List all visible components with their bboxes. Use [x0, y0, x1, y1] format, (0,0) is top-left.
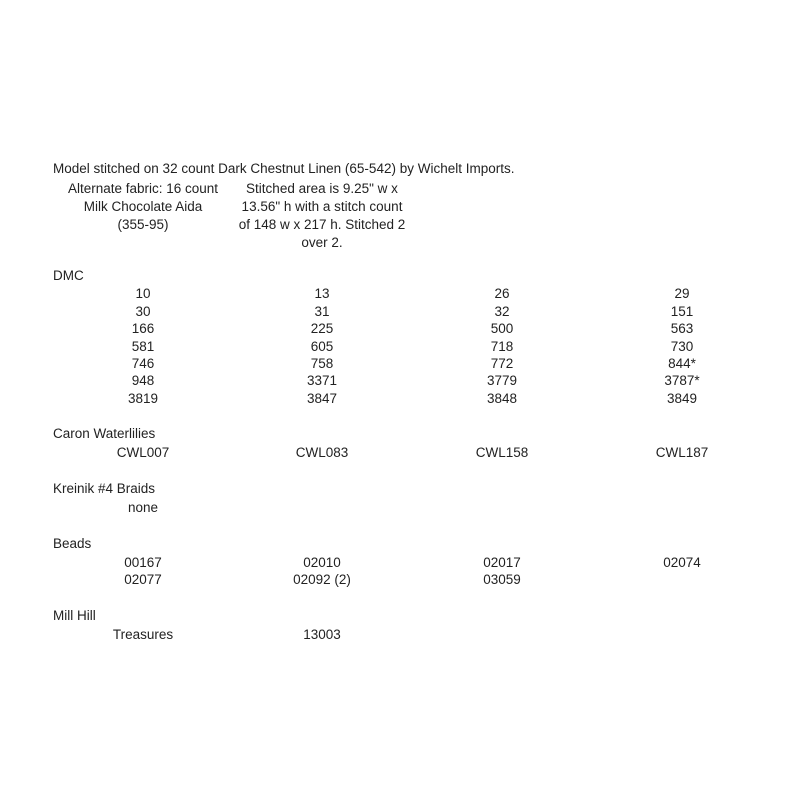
dmc-cell: 3847	[306, 391, 338, 406]
caron-cell: CWL083	[295, 445, 349, 460]
dmc-cell: 30	[135, 304, 151, 319]
dmc-cell: 844*	[668, 356, 696, 371]
table-row	[0, 321, 800, 339]
dmc-cell: 730	[670, 339, 694, 354]
table-row	[0, 304, 800, 322]
caron-cell: CWL007	[116, 445, 170, 460]
dmc-cell: 29	[674, 286, 690, 301]
dmc-cell: 3849	[666, 391, 698, 406]
dmc-cell: 31	[314, 304, 330, 319]
dmc-cell: 151	[670, 304, 694, 319]
dmc-cell: 581	[131, 339, 155, 354]
stitch-info-line: 13.56" h with a stitch count	[241, 199, 403, 214]
beads-cell: 03059	[483, 572, 521, 587]
dmc-cell: 26	[494, 286, 510, 301]
dmc-heading: DMC	[53, 268, 84, 283]
mill-hill-heading: Mill Hill	[53, 608, 96, 623]
table-row	[0, 391, 800, 409]
beads-cell: 02074	[663, 555, 701, 570]
stitch-info-line: over 2.	[301, 235, 343, 250]
table-row	[0, 356, 800, 374]
dmc-cell: 13	[314, 286, 330, 301]
beads-cell: 02010	[303, 555, 341, 570]
table-row	[0, 500, 800, 518]
alternate-fabric-line: Alternate fabric: 16 count	[67, 181, 219, 196]
kreinik-cell: none	[127, 500, 159, 515]
beads-cell: 02077	[124, 572, 162, 587]
dmc-cell: 746	[131, 356, 155, 371]
dmc-cell: 3787*	[664, 373, 700, 388]
table-row	[0, 555, 800, 573]
table-row	[0, 627, 800, 645]
dmc-cell: 32	[494, 304, 510, 319]
dmc-cell: 10	[135, 286, 151, 301]
dmc-cell: 166	[131, 321, 155, 336]
dmc-cell: 3819	[127, 391, 159, 406]
mill-hill-cell: 13003	[303, 627, 341, 642]
mill-hill-cell: Treasures	[112, 627, 174, 642]
dmc-cell: 225	[310, 321, 334, 336]
caron-cell: CWL158	[475, 445, 529, 460]
table-row	[0, 572, 800, 590]
dmc-cell: 772	[490, 356, 514, 371]
stitch-info-note	[239, 180, 406, 252]
dmc-cell: 948	[131, 373, 155, 388]
alternate-fabric-line: (355-95)	[117, 217, 169, 232]
table-row	[0, 339, 800, 357]
kreinik-heading: Kreinik #4 Braids	[53, 481, 156, 496]
intro-text: Model stitched on 32 count Dark Chestnut Linen (65-542) by Wichelt Imports.	[53, 161, 515, 176]
table-row	[0, 373, 800, 391]
alternate-fabric-line: Milk Chocolate Aida	[83, 199, 203, 214]
beads-cell: 02017	[483, 555, 521, 570]
table-row	[0, 286, 800, 304]
stitch-info-line: Stitched area is 9.25" w x	[246, 181, 398, 196]
dmc-cell: 605	[310, 339, 334, 354]
dmc-cell: 3371	[306, 373, 338, 388]
beads-cell: 02092 (2)	[293, 572, 351, 587]
alternate-fabric-note	[68, 180, 218, 234]
caron-heading: Caron Waterlilies	[53, 426, 156, 441]
beads-cell: 00167	[124, 555, 162, 570]
dmc-cell: 718	[490, 339, 514, 354]
table-row	[0, 445, 800, 463]
dmc-cell: 758	[310, 356, 334, 371]
dmc-cell: 500	[490, 321, 514, 336]
dmc-cell: 3848	[486, 391, 518, 406]
caron-cell: CWL187	[655, 445, 709, 460]
stitch-info-line: of 148 w x 217 h. Stitched 2	[238, 217, 406, 232]
dmc-cell: 563	[670, 321, 694, 336]
beads-heading: Beads	[53, 536, 92, 551]
dmc-cell: 3779	[486, 373, 518, 388]
